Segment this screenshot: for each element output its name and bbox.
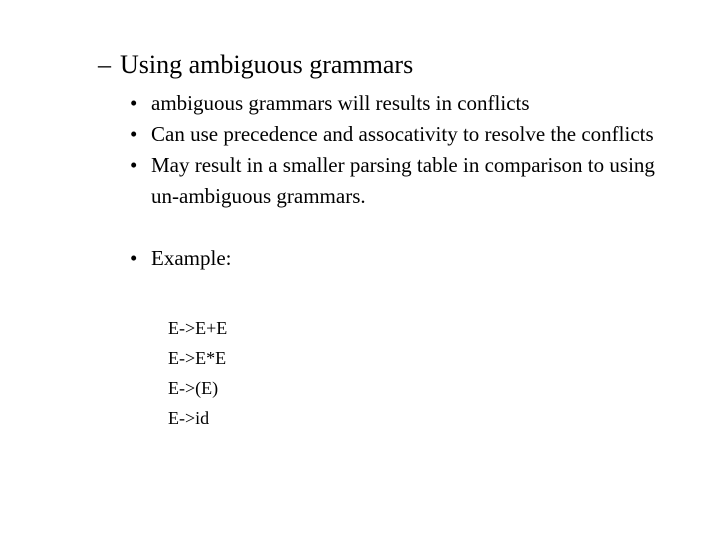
bullet-marker: • [130,153,138,177]
bullet-marker: • [130,246,138,270]
grammar-rule: E->id [168,408,210,428]
bullet-item-precedence [130,119,670,150]
grammar-rule: E->E*E [168,348,227,368]
dash-marker: – [98,50,111,79]
slide-heading [98,48,413,82]
bullet-item-parsing-table [130,150,670,212]
grammar-rule: E->(E) [168,378,219,398]
bullet-marker: • [130,122,138,146]
bullet-text: ambiguous grammars will results in conflicts [151,91,530,115]
bullet-item-conflicts [130,88,670,119]
grammar-rules [168,313,227,433]
grammar-rule: E->E+E [168,318,228,338]
bullet-list [130,88,670,274]
bullet-text: Example: [151,246,232,270]
bullet-item-example [130,243,670,274]
bullet-marker: • [130,91,138,115]
bullet-text: May result in a smaller parsing table in comparison to using un-ambiguous grammars. [151,153,655,208]
bullet-text: Can use precedence and assocativity to resolve the conflicts [151,122,654,146]
heading-text: Using ambiguous grammars [120,50,414,79]
